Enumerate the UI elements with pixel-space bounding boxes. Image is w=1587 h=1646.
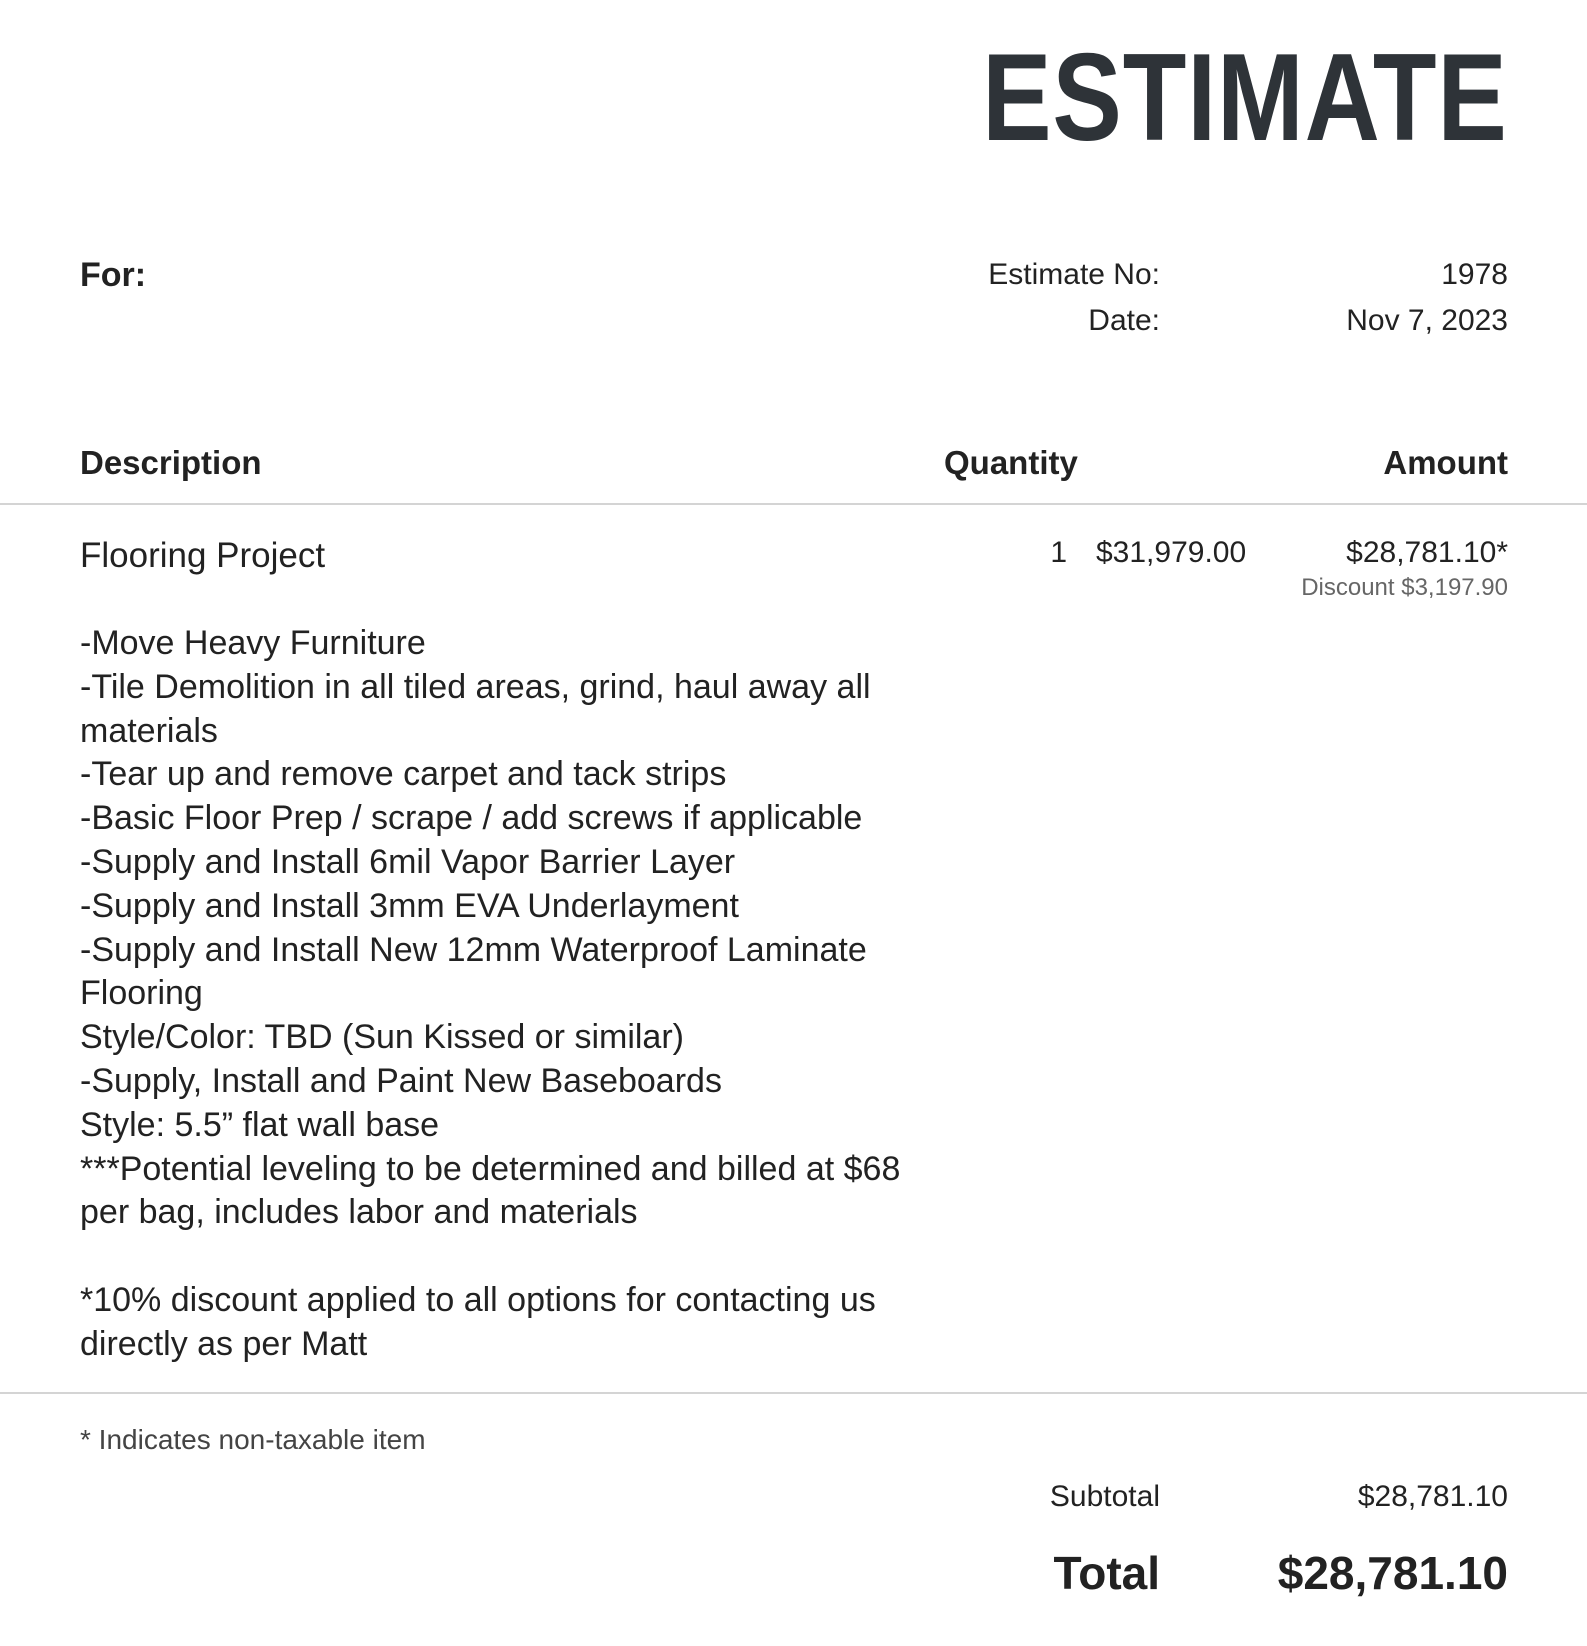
item-amount: $28,781.10* bbox=[1346, 536, 1508, 569]
description-line: -Supply and Install New 12mm Waterproof Laminate bbox=[80, 930, 867, 969]
description-line: Style/Color: TBD (Sun Kissed or similar) bbox=[80, 1018, 684, 1057]
table-divider-top bbox=[0, 503, 1587, 505]
subtotal-value: $28,781.10 bbox=[1357, 1480, 1508, 1513]
description-line: -Supply and Install 6mil Vapor Barrier Layer bbox=[80, 842, 736, 881]
subtotal-label: Subtotal bbox=[1049, 1480, 1160, 1513]
item-quantity: 1 bbox=[1050, 536, 1067, 569]
item-rate: $31,979.00 bbox=[1096, 536, 1247, 569]
description-line: -Supply and Install 3mm EVA Underlayment bbox=[80, 886, 739, 925]
description-line: per bag, includes labor and materials bbox=[80, 1193, 638, 1232]
date-value: Nov 7, 2023 bbox=[1346, 304, 1508, 337]
description-line: Flooring bbox=[80, 974, 203, 1013]
estimate-no-value: 1978 bbox=[1441, 258, 1508, 291]
description-spacer bbox=[80, 1235, 920, 1279]
description-line: -Tile Demolition in all tiled areas, grind, haul away all bbox=[80, 667, 871, 706]
description-line: -Move Heavy Furniture bbox=[80, 624, 426, 662]
description-line: directly as per Matt bbox=[80, 1324, 368, 1363]
date-label: Date: bbox=[1088, 304, 1160, 337]
total-value: $28,781.10 bbox=[1277, 1547, 1508, 1599]
total-label: Total bbox=[1053, 1547, 1160, 1599]
for-label: For: bbox=[80, 256, 147, 294]
description-line: -Basic Floor Prep / scrape / add screws if applicable bbox=[80, 799, 863, 838]
description-line: *10% discount applied to all options for contacting us bbox=[80, 1280, 876, 1319]
document-title: ESTIMATE bbox=[982, 29, 1508, 167]
item-discount: Discount $3,197.90 bbox=[1301, 574, 1508, 601]
table-divider-bottom bbox=[0, 1392, 1587, 1394]
item-name: Flooring Project bbox=[80, 536, 326, 575]
description-line: materials bbox=[80, 711, 218, 750]
item-description bbox=[80, 622, 920, 1367]
header-description: Description bbox=[80, 444, 262, 481]
description-line: ***Potential leveling to be determined and billed at $68 bbox=[80, 1149, 901, 1188]
description-line: -Tear up and remove carpet and tack strips bbox=[80, 755, 727, 794]
description-line: Style: 5.5” flat wall base bbox=[80, 1105, 440, 1144]
header-amount: Amount bbox=[1383, 444, 1508, 481]
non-taxable-footnote: * Indicates non-taxable item bbox=[80, 1424, 426, 1455]
estimate-no-label: Estimate No: bbox=[988, 258, 1160, 291]
description-line: -Supply, Install and Paint New Baseboards bbox=[80, 1061, 722, 1100]
header-quantity: Quantity bbox=[944, 444, 1078, 481]
